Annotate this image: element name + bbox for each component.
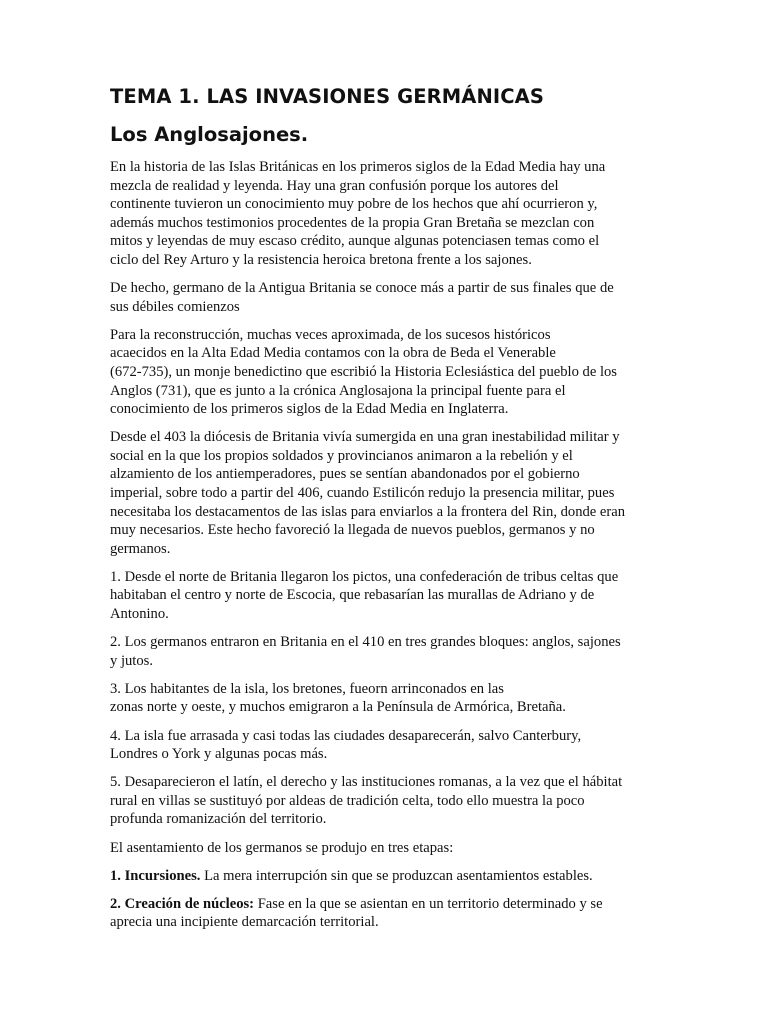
- stage-item: [110, 867, 660, 886]
- paragraph-line: Londres o York y algunas pocas más.: [110, 746, 328, 763]
- stage-label: 1. Incursiones.: [110, 867, 201, 884]
- document-body: [110, 158, 660, 857]
- paragraph-line: 2. Los germanos entraron en Britania en el 410 en tres grandes bloques: anglos, sajones: [110, 634, 621, 651]
- paragraph: [110, 773, 660, 829]
- paragraph-line: social en la que los propios soldados y provincianos animaron a la rebelión y el: [110, 447, 573, 464]
- paragraph: [110, 680, 660, 717]
- paragraph-line: muy necesarios. Este hecho favoreció la llegada de nuevos pueblos, germanos y no: [110, 522, 595, 539]
- paragraph-line: ciclo del Rey Arturo y la resistencia heroica bretona frente a los sajones.: [110, 251, 532, 268]
- paragraph-line: habitaban el centro y norte de Escocia, que rebasarían las murallas de Adriano y de: [110, 587, 595, 604]
- paragraph: [110, 428, 660, 558]
- paragraph-line: germanos.: [110, 540, 171, 557]
- paragraph: [110, 158, 660, 270]
- paragraph-line: rural en villas se sustituyó por aldeas de tradición celta, todo ello muestra la poco: [110, 792, 585, 809]
- paragraph-line: 3. Los habitantes de la isla, los bretones, fueorn arrinconados en las: [110, 680, 504, 697]
- paragraph-line: Antonino.: [110, 606, 169, 623]
- paragraph-line: además muchos testimonios procedentes de la propia Gran Bretaña se mezclan con: [110, 214, 595, 231]
- paragraph-line: profunda romanización del territorio.: [110, 811, 327, 828]
- document-page: [110, 84, 660, 941]
- paragraph-line: 5. Desaparecieron el latín, el derecho y las instituciones romanas, a la vez que el hábitat: [110, 774, 623, 791]
- paragraph: [110, 839, 660, 858]
- document-subtitle: Los Anglosajones.: [110, 123, 309, 146]
- stage-text: aprecia una incipiente demarcación territorial.: [110, 914, 379, 931]
- paragraph-line: y jutos.: [110, 652, 153, 669]
- stage-item: [110, 895, 660, 932]
- paragraph-line: acaecidos en la Alta Edad Media contamos con la obra de Beda el Venerable: [110, 345, 556, 362]
- stage-text: La mera interrupción sin que se produzcan asentamientos estables.: [200, 867, 593, 884]
- paragraph-line: En la historia de las Islas Británicas en los primeros siglos de la Edad Media hay una: [110, 159, 606, 175]
- paragraph-line: mezcla de realidad y leyenda. Hay una gran confusión porque los autores del: [110, 177, 559, 194]
- paragraph-line: conocimiento de los primeros siglos de la Edad Media en Inglaterra.: [110, 401, 509, 418]
- paragraph-line: 4. La isla fue arrasada y casi todas las ciudades desaparecerán, salvo Canterbury,: [110, 727, 582, 744]
- paragraph: [110, 326, 660, 419]
- paragraph-line: Anglos (731), que es junto a la crónica Anglosajona la principal fuente para el: [110, 382, 566, 399]
- paragraph-line: zonas norte y oeste, y muchos emigraron a la Península de Armórica, Bretaña.: [110, 699, 566, 716]
- paragraph-line: El asentamiento de los germanos se produjo en tres etapas:: [110, 839, 454, 856]
- stage-text: Fase en la que se asientan en un territorio determinado y se: [254, 895, 603, 912]
- paragraph-line: imperial, sobre todo a partir del 406, cuando Estilicón redujo la presencia militar, pues: [110, 485, 615, 501]
- paragraph: [110, 279, 660, 316]
- paragraph-line: mitos y leyendas de muy escaso crédito, aunque algunas potenciasen temas como el: [110, 233, 600, 250]
- stage-label: 2. Creación de núcleos:: [110, 895, 255, 912]
- paragraph-line: Para la reconstrucción, muchas veces aproximada, de los sucesos históricos: [110, 326, 551, 343]
- stages-list: [110, 867, 660, 932]
- paragraph-line: De hecho, germano de la Antigua Britania se conoce más a partir de sus finales que de: [110, 280, 614, 297]
- paragraph-line: necesitaba los destacamentos de las islas para enviarlos a la frontera del Rin, donde eran: [110, 503, 626, 520]
- paragraph-line: sus débiles comienzos: [110, 298, 240, 315]
- paragraph-line: 1. Desde el norte de Britania llegaron los pictos, una confederación de tribus celtas que: [110, 568, 619, 585]
- paragraph-line: (672-735), un monje benedictino que escribió la Historia Eclesiástica del pueblo de los: [110, 363, 617, 380]
- paragraph-line: alzamiento de los antiemperadores, pues se sentían abandonados por el gobierno: [110, 466, 580, 483]
- paragraph: [110, 727, 660, 764]
- paragraph: [110, 568, 660, 624]
- paragraph-line: Desde el 403 la diócesis de Britania vivía sumergida en una gran inestabilidad militar y: [110, 429, 620, 446]
- paragraph: [110, 633, 660, 670]
- paragraph-line: continente tuvieron un conocimiento muy pobre de los hechos que ahí ocurrieron y,: [110, 196, 598, 213]
- document-title: TEMA 1. LAS INVASIONES GERMÁNICAS: [110, 85, 544, 108]
